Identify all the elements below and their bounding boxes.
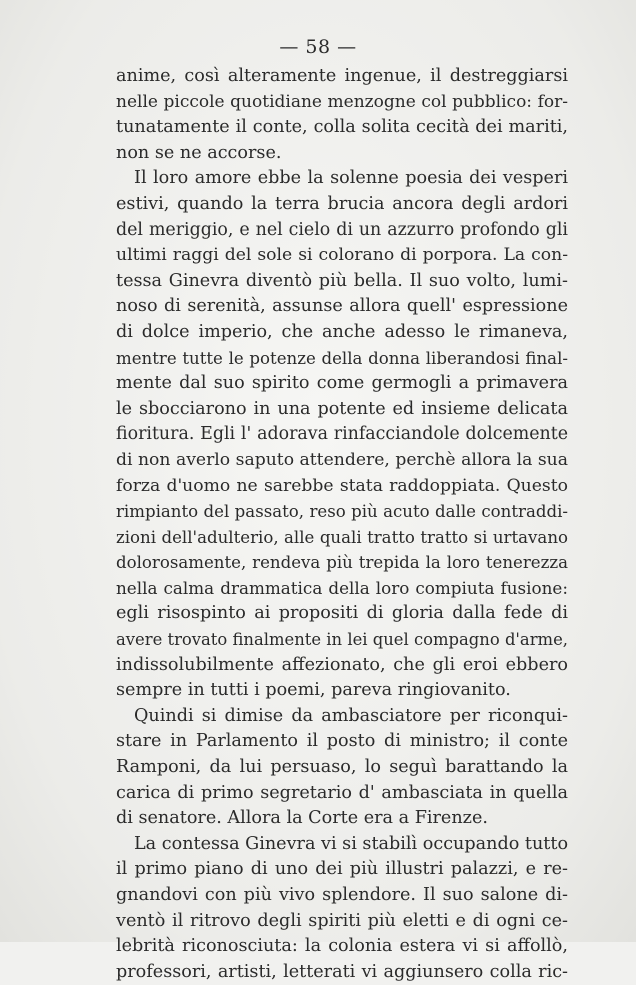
text-line: zioni dell'adulterio, alle quali tratto tratto si urtavano	[116, 527, 568, 547]
text-line: Ramponi, da lui persuaso, lo seguì barattando la	[116, 757, 568, 778]
page-number: — 58 —	[279, 36, 357, 58]
text-line: fioritura. Egli l' adorava rinfacciandole dolcemente	[116, 424, 568, 445]
text-line: nelle piccole quotidiane menzogne col pubblico: for-	[116, 91, 568, 112]
text-line: indissolubilmente affezionato, che gli eroi ebbero	[116, 654, 568, 675]
text-line: avere trovato finalmente in lei quel compagno d'arme,	[116, 630, 568, 650]
text-line: le sbocciarono in una potente ed insieme delicata	[116, 398, 568, 419]
text-line: di non averlo saputo attendere, perchè allora la sua	[116, 449, 568, 470]
text-line: ventò il ritrovo degli spiriti più eletti e di ogni ce-	[116, 910, 568, 931]
text-line: anime, così alteramente ingenue, il destreggiarsi	[116, 66, 568, 86]
text-line: ultimi raggi del sole si colorano di porpora. La con-	[116, 245, 568, 266]
text-line: egli risospinto ai propositi di gloria dalla fede di	[116, 603, 568, 624]
text-line: tessa Ginevra diventò più bella. Il suo volto, lumi-	[116, 270, 568, 291]
text-line: tunatamente il conte, colla solita cecità dei mariti,	[116, 117, 568, 138]
text-line: gnandovi con più vivo splendore. Il suo salone di-	[116, 885, 568, 905]
text-line: rimpianto del passato, reso più acuto dalle contraddi-	[116, 502, 568, 522]
text-line: lebrità riconosciuta: la colonia estera vi si affollò,	[116, 936, 568, 957]
text-line: mente dal suo spirito come germogli a primavera	[116, 373, 568, 394]
body-text	[116, 64, 568, 985]
text-line: forza d'uomo ne sarebbe stata raddoppiata. Questo	[116, 475, 568, 496]
text-line: mentre tutte le potenze della donna liberandosi final-	[116, 348, 568, 368]
text-line: dolorosamente, rendeva più trepida la loro tenerezza	[116, 553, 568, 573]
text-line: il primo piano di uno dei più illustri palazzi, e re-	[116, 859, 568, 880]
text-line: nella calma drammatica della loro compiuta fusione:	[116, 577, 568, 598]
text-line: Quindi si dimise da ambasciatore per riconqui-	[134, 705, 568, 726]
text-line: di senatore. Allora la Corte era a Firenze.	[116, 808, 488, 829]
text-line: estivi, quando la terra brucia ancora degli ardori	[116, 193, 568, 214]
text-line: La contessa Ginevra vi si stabilì occupando tutto	[134, 833, 569, 854]
text-line: del meriggio, e nel cielo di un azzurro profondo gli	[116, 219, 568, 240]
text-line: di dolce imperio, che anche adesso le rimaneva,	[116, 321, 568, 342]
text-line: carica di primo segretario d' ambasciata in quella	[116, 782, 568, 803]
text-line: sempre in tutti i poemi, pareva ringiovanito.	[116, 680, 511, 701]
text-line: noso di serenità, assunse allora quell' espressione	[116, 296, 568, 317]
text-line: stare in Parlamento il posto di ministro; il conte	[116, 731, 568, 752]
text-line: Il loro amore ebbe la solenne poesia dei vesperi	[134, 168, 568, 189]
text-line: non se ne accorse.	[116, 142, 282, 163]
text-line: professori, artisti, letterati vi aggiunsero colla ric-	[116, 961, 568, 982]
